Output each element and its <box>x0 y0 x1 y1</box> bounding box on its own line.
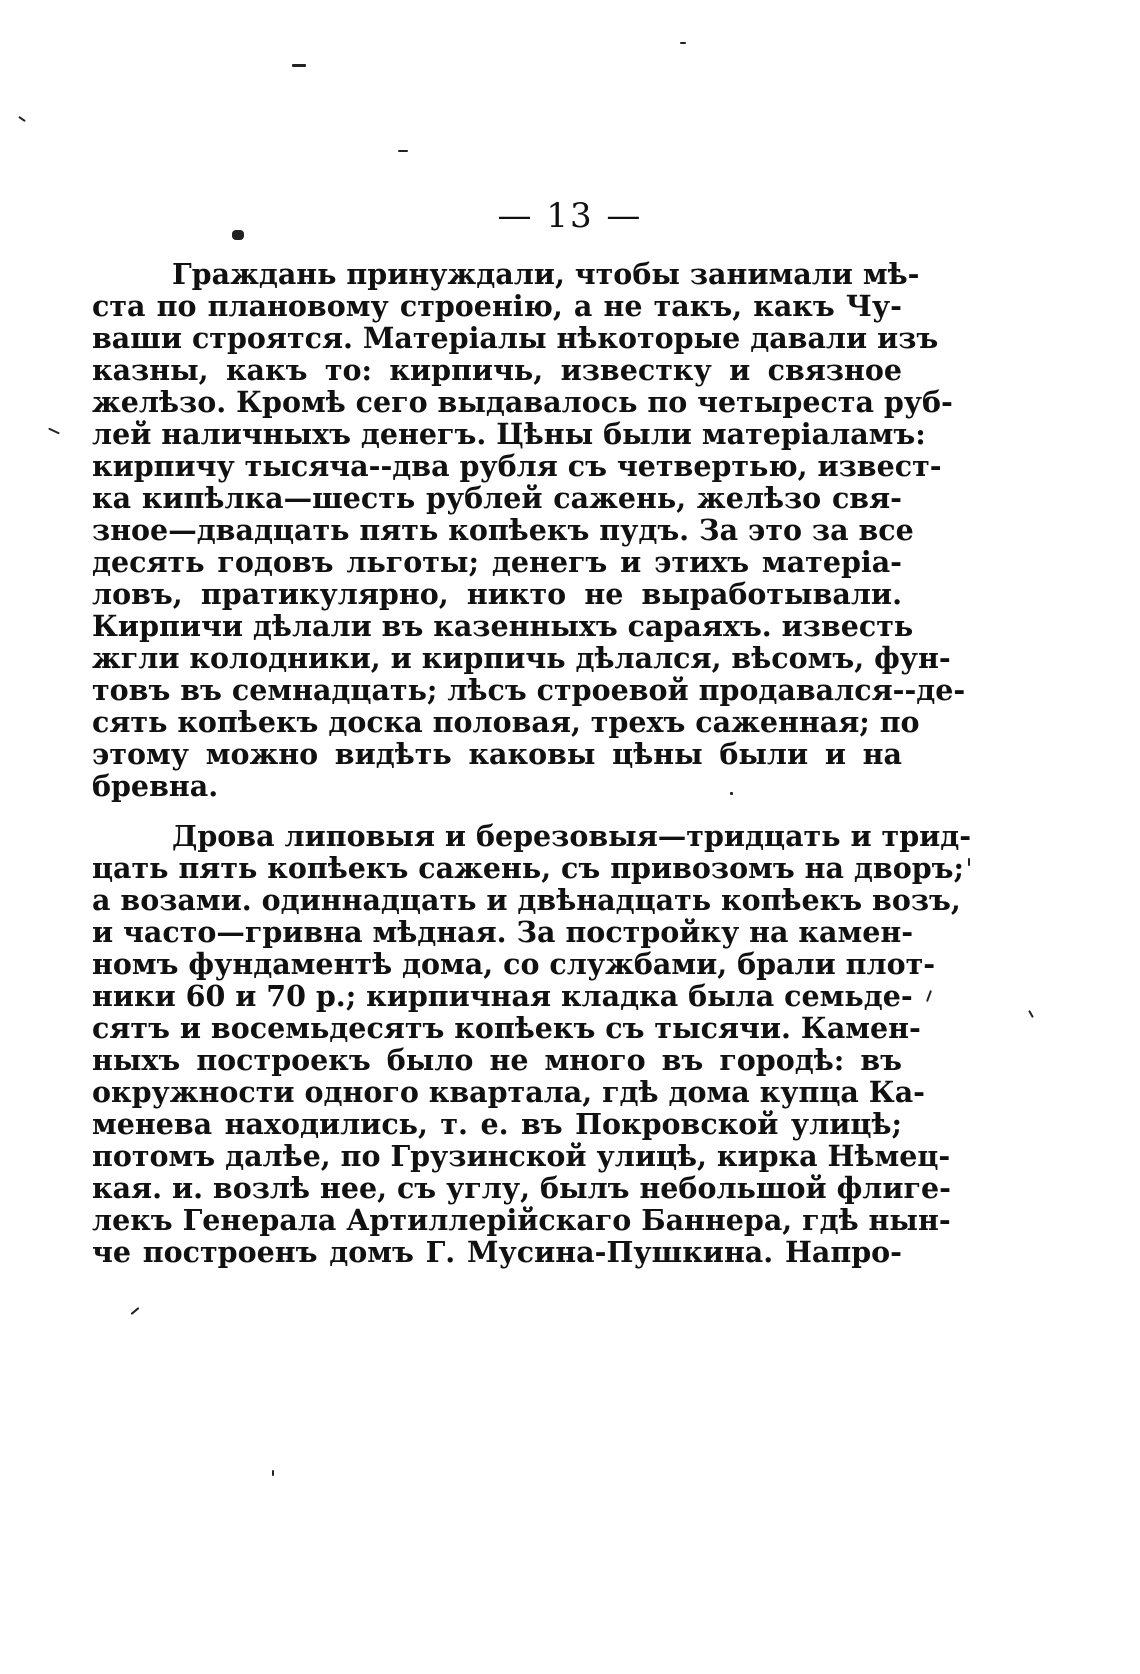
text-line: десять годовъ льготы; денегъ и этихъ матеріа- <box>92 545 902 579</box>
text-line: и часто—гривна мѣдная. За постройку на камен- <box>92 915 914 949</box>
text-line: Кирпичи дѣлали въ казенныхъ сараяхъ. известь <box>92 609 914 643</box>
scan-speck <box>131 1307 140 1315</box>
text-line: менева находились, т. е. въ Покровской улицѣ; <box>92 1107 902 1141</box>
text-line: Граждань принуждали, чтобы занимали мѣ- <box>172 257 920 291</box>
scan-speck <box>18 116 26 122</box>
text-line: товъ въ семнадцать; лѣсъ строевой продавался--де- <box>92 673 966 707</box>
paragraph-2 <box>92 819 972 1269</box>
scan-speck <box>968 858 970 866</box>
text-line: лей наличныхъ денегъ. Цѣны были матеріаламъ: <box>92 417 926 451</box>
text-line: жгли колодники, и кирпичь дѣлался, вѣсомъ, фун- <box>92 641 951 675</box>
text-line: номъ фундаментѣ дома, со службами, брали плот- <box>92 947 936 981</box>
text-line: кирпичу тысяча--два рубля съ четвертью, извест- <box>92 449 942 483</box>
scan-speck <box>232 230 244 240</box>
text-line: ка кипѣлка—шесть рублей сажень, желѣзо свя- <box>92 481 902 515</box>
text-line: ники 60 и 70 р.; кирпичная кладка была семьде- <box>92 979 913 1013</box>
scan-speck <box>48 428 60 435</box>
scan-speck <box>292 64 306 67</box>
paragraph-1 <box>92 257 966 803</box>
text-line: зное—двадцать пять копѣекъ пудъ. За это за все <box>92 513 914 547</box>
scan-speck <box>398 150 408 152</box>
text-line: этому можно видѣть каковы цѣны были и на <box>92 737 902 771</box>
text-line: Дрова липовыя и березовыя—тридцать и трид- <box>172 819 972 853</box>
text-line: ныхъ построекъ было не много въ городѣ: въ <box>92 1043 902 1077</box>
text-line: кая. и. возлѣ нее, съ углу, былъ небольшой флиге- <box>92 1171 951 1205</box>
text-line: сять копѣекъ доска половая, трехъ саженная; по <box>92 705 920 739</box>
text-line: желѣзо. Кромѣ сего выдавалось по четыреста руб- <box>92 385 953 419</box>
scan-speck <box>272 1470 274 1476</box>
scan-speck <box>680 42 686 44</box>
text-line: ловъ, пратикулярно, никто не выработывали. <box>92 577 902 611</box>
text-line: потомъ далѣе, по Грузинской улицѣ, кирка Нѣмец- <box>92 1139 951 1173</box>
text-line: бревна. <box>92 769 219 803</box>
scan-speck <box>730 792 733 795</box>
scan-speck <box>1028 1010 1034 1018</box>
text-line: лекъ Генерала Артиллерійскаго Баннера, гдѣ нын- <box>92 1203 951 1237</box>
text-line: цать пять копѣекъ сажень, съ привозомъ на дворъ; <box>92 851 965 885</box>
text-line: ста по плановому строенію, а не такъ, какъ Чу- <box>92 289 902 323</box>
text-line: че построенъ домъ Г. Мусина-Пушкина. Напро- <box>92 1235 902 1269</box>
text-line: окружности одного квартала, гдѣ дома купца Ка- <box>92 1075 925 1109</box>
page-number: — 13 — <box>497 196 643 236</box>
text-line: казны, какъ то: кирпичь, известку и связное <box>92 353 902 387</box>
scan-speck <box>926 990 932 1002</box>
text-line: сятъ и восемьдесятъ копѣекъ съ тысячи. Камен- <box>92 1011 921 1045</box>
text-line: а возами. одиннадцать и двѣнадцать копѣекъ возъ, <box>92 883 961 917</box>
text-line: ваши строятся. Матеріалы нѣкоторые давали изъ <box>92 321 939 355</box>
